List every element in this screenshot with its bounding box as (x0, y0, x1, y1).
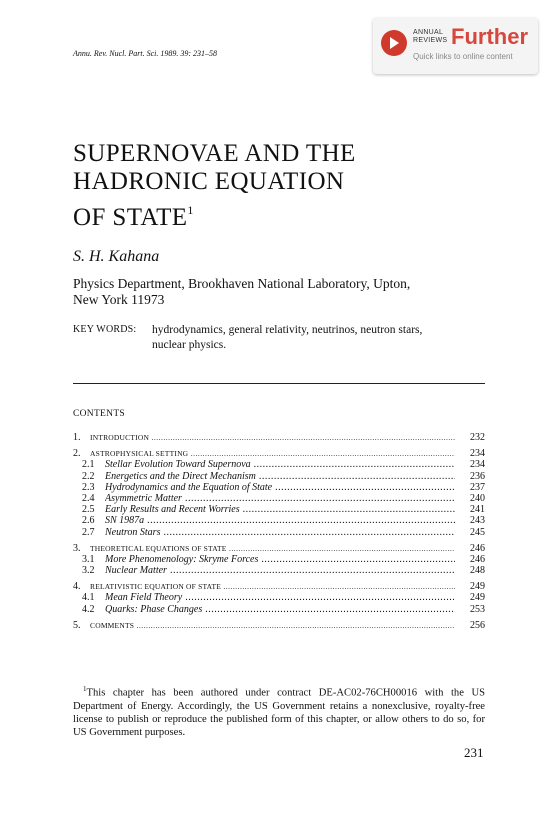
toc-section (73, 448, 485, 538)
further-subtitle: Quick links to online content (413, 52, 513, 61)
toc-entry-2[interactable] (73, 448, 485, 459)
toc-page: 256 (470, 619, 485, 631)
toc-section (73, 543, 485, 577)
toc-section (73, 581, 485, 615)
toc-page: 240 (470, 492, 485, 504)
arrow-icon (381, 30, 407, 56)
annual-reviews-logo: ANNUAL REVIEWS (413, 29, 448, 44)
toc-entry-2-2[interactable] (73, 471, 485, 482)
toc-page: 237 (470, 481, 485, 493)
toc-entry-2-5[interactable] (73, 504, 485, 515)
toc-label: Asymmetric Matter ..... (105, 493, 455, 504)
toc-label: Quarks: Phase Changes ..... (105, 604, 455, 615)
toc-page: 243 (470, 515, 485, 527)
divider (73, 383, 485, 384)
footnote-text: This chapter has been authored under contract DE-AC02-76CH00016 with the US Department of Energy. Accordingly, the US Government retains a nonexclusive, royalty-free license to publish or reproduce the published form of this chapter, or allow others to do so, for US Government purposes. (73, 687, 485, 739)
toc-label: SN 1987a ..... (105, 515, 455, 526)
toc-page: 234 (470, 459, 485, 471)
toc-label: ASTROPHYSICAL SETTING ..... (90, 448, 455, 459)
toc-number: 2.4 (82, 492, 95, 504)
toc-page: 245 (470, 526, 485, 538)
toc-entry-3-1[interactable] (73, 554, 485, 565)
journal-reference: Annu. Rev. Nucl. Part. Sci. 1989. 39: 231–58 (73, 49, 218, 58)
author-affiliation: Physics Department, Brookhaven National Laboratory, Upton, New York 11973 (73, 276, 411, 307)
toc-section (73, 432, 485, 443)
toc-entry-1[interactable] (73, 432, 485, 443)
toc-number: 1. (73, 432, 81, 443)
toc-number: 2.1 (82, 459, 95, 471)
toc-label: COMMENTS ..... (90, 620, 455, 631)
author-name: S. H. Kahana (73, 248, 160, 265)
further-label: Further (451, 24, 528, 49)
toc-number: 3.1 (82, 553, 95, 565)
toc-number: 3. (73, 542, 81, 554)
keywords-list: hydrodynamics, general relativity, neutrinos, neutron stars, nuclear physics. (152, 324, 423, 351)
toc-entry-2-4[interactable] (73, 493, 485, 504)
toc-number: 2. (73, 448, 81, 460)
toc-label: RELATIVISTIC EQUATION OF STATE ..... (90, 581, 455, 592)
toc-number: 4.2 (82, 603, 95, 615)
toc-label: THEORETICAL EQUATIONS OF STATE ..... (90, 543, 455, 554)
toc-page: 241 (470, 504, 485, 516)
toc-page: 248 (470, 565, 485, 577)
toc-label: Nuclear Matter ..... (105, 565, 455, 576)
toc-label: More Phenomenology: Skryme Forces ..... (105, 554, 455, 565)
toc-number: 2.7 (82, 526, 95, 538)
toc-page: 249 (470, 592, 485, 604)
toc-entry-2-7[interactable] (73, 527, 485, 538)
title-footnote-mark[interactable]: 1 (187, 203, 194, 217)
keywords-label: KEY WORDS: (73, 324, 137, 335)
toc-entry-4-2[interactable] (73, 604, 485, 615)
toc-page: 234 (470, 448, 485, 460)
toc-label: Early Results and Recent Worries ..... (105, 504, 455, 515)
toc-entry-3-2[interactable] (73, 565, 485, 576)
toc-page: 253 (470, 603, 485, 615)
toc-number: 2.3 (82, 481, 95, 493)
toc-entry-4[interactable] (73, 581, 485, 592)
toc-number: 2.5 (82, 504, 95, 516)
toc-number: 2.2 (82, 470, 95, 482)
table-of-contents (73, 432, 485, 636)
toc-entry-2-6[interactable] (73, 515, 485, 526)
toc-number: 3.2 (82, 565, 95, 577)
toc-number: 4.1 (82, 592, 95, 604)
toc-label: Mean Field Theory ..... (105, 592, 455, 603)
toc-entry-2-1[interactable] (73, 459, 485, 470)
toc-page: 236 (470, 470, 485, 482)
further-links-badge[interactable] (373, 18, 538, 74)
toc-entry-4-1[interactable] (73, 592, 485, 603)
toc-number: 4. (73, 581, 81, 593)
toc-number: 2.6 (82, 515, 95, 527)
article-title: SUPERNOVAE AND THE HADRONIC EQUATION OF STATE$^1$ (73, 140, 356, 231)
toc-entry-2-3[interactable] (73, 482, 485, 493)
toc-page: 246 (470, 542, 485, 554)
toc-label: Energetics and the Direct Mechanism ..... (105, 471, 455, 482)
contents-heading: CONTENTS (73, 409, 126, 419)
toc-page: 249 (470, 581, 485, 593)
toc-page: 232 (470, 432, 485, 443)
toc-label: Hydrodynamics and the Equation of State ..... (105, 482, 455, 493)
toc-entry-5[interactable] (73, 620, 485, 631)
page-number: 231 (464, 745, 484, 760)
toc-section (73, 620, 485, 631)
toc-label: Neutron Stars ..... (105, 527, 455, 538)
toc-number: 5. (73, 619, 81, 631)
toc-label: Stellar Evolution Toward Supernova ..... (105, 459, 455, 470)
toc-entry-3[interactable] (73, 543, 485, 554)
toc-page: 246 (470, 553, 485, 565)
footnote-mark: 1 (83, 685, 87, 693)
toc-label: INTRODUCTION ..... (90, 432, 455, 443)
footnote (73, 683, 485, 740)
